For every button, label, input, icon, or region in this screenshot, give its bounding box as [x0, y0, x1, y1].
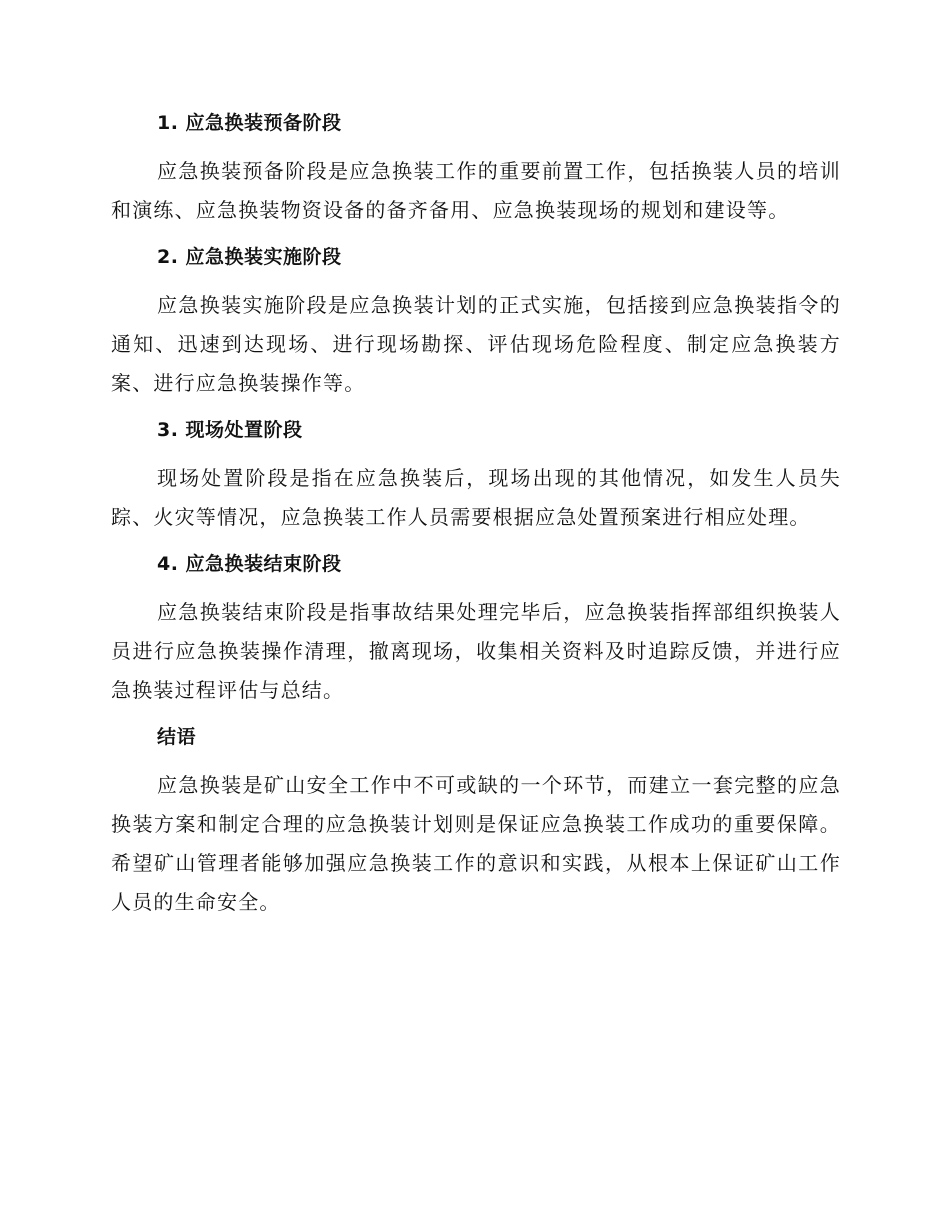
section-heading: 结语 — [157, 726, 197, 748]
section-heading: 1. 应急换装预备阶段 — [157, 112, 342, 134]
section-paragraph: 现场处置阶段是指在应急换装后，现场出现的其他情况，如发生人员失踪、火灾等情况，应急换装工作人员需要根据应急处置预案进行相应处理。 — [111, 466, 841, 529]
section-heading: 4. 应急换装结束阶段 — [157, 553, 342, 575]
section-paragraph: 应急换装实施阶段是应急换装计划的正式实施，包括接到应急换装指令的通知、迅速到达现场、进行现场勘探、评估现场危险程度、制定应急换装方案、进行应急换装操作等。 — [111, 293, 841, 395]
section-4 — [111, 549, 841, 710]
section-heading: 2. 应急换装实施阶段 — [157, 246, 342, 268]
section-1 — [111, 108, 841, 230]
section-paragraph: 应急换装预备阶段是应急换装工作的重要前置工作，包括换装人员的培训和演练、应急换装物资设备的备齐备用、应急换装现场的规划和建设等。 — [111, 159, 841, 222]
section-paragraph: 应急换装结束阶段是指事故结果处理完毕后，应急换装指挥部组织换装人员进行应急换装操作清理，撤离现场，收集相关资料及时追踪反馈，并进行应急换装过程评估与总结。 — [111, 600, 841, 702]
section-heading: 3. 现场处置阶段 — [157, 419, 303, 441]
section-2 — [111, 242, 841, 403]
section-paragraph: 应急换装是矿山安全工作中不可或缺的一个环节，而建立一套完整的应急换装方案和制定合理的应急换装计划则是保证应急换装工作成功的重要保障。希望矿山管理者能够加强应急换装工作的意识和实践，从根本上保证矿山工作人员的生命安全。 — [111, 773, 841, 914]
section-3 — [111, 415, 841, 537]
document-page — [111, 108, 841, 934]
section-conclusion — [111, 722, 841, 922]
